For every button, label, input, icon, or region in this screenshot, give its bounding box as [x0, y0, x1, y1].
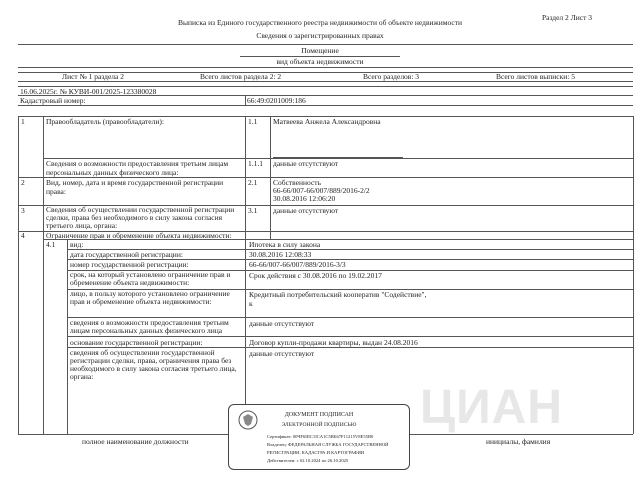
- enc-type-label: вид:: [70, 240, 84, 249]
- cadastral-label: Кадастровый номер:: [20, 96, 86, 105]
- stamp-owner-cont: РЕГИСТРАЦИИ, КАДАСТРА И КАРТОГРАФИИ: [267, 450, 365, 455]
- consent-subnumber: 3.1: [248, 206, 258, 215]
- encumbrance-label: Ограничение прав и обременение объекта недвижимости:: [46, 231, 232, 240]
- encumbrance-number: 4.1: [46, 240, 56, 249]
- enc-number-value: 66-66/007-66/007/889/2016-3/3: [249, 260, 346, 269]
- total-sheets-section: Всего листов раздела 2: 2: [200, 72, 282, 81]
- enc-type-value: Ипотека в силу закона: [249, 240, 321, 249]
- enc-date-value: 30.08.2016 12:08:33: [249, 250, 312, 259]
- personal-data-label: Сведения о возможности предоставления третьим лицам персональных данных физического лица:: [46, 159, 229, 177]
- enc-personal-data-label: сведения о возможности предоставления третьим лицам персональных данных физического лица: [70, 318, 229, 335]
- enc-beneficiary-value-cont: к: [249, 299, 253, 308]
- total-sheets-extract: Всего листов выписки: 5: [496, 72, 575, 81]
- document-reference: 16.06.2025г. № КУВИ-001/2025-123380028: [20, 87, 157, 96]
- position-caption: полное наименование должности: [82, 437, 189, 446]
- stamp-validity: Действителен: с 02.10.2024 по 26.10.2025: [267, 458, 349, 463]
- personal-data-subnumber: 1.1.1: [248, 159, 263, 168]
- object-type-caption: вид объекта недвижимости: [276, 57, 364, 66]
- registration-label: Вид, номер, дата и время государственной регистрации права:: [46, 178, 224, 196]
- enc-term-value: Срок действия с 30.08.2016 по 19.02.2017: [249, 271, 382, 280]
- e-signature-stamp: [228, 404, 410, 470]
- document-subtitle: Сведения о зарегистрированных правах: [256, 31, 384, 40]
- consent-label: Сведения об осуществлении государственной регистрации сделки, права без необходимого в силу закона согласия третьего лица, органа:: [46, 205, 235, 230]
- signer-name-caption: инициалы, фамилия: [486, 437, 551, 446]
- enc-beneficiary-label: лицо, в пользу которого установлено ограничение прав и обременение объекта недвижимости:: [70, 289, 230, 306]
- enc-consent-value: данные отсутствуют: [249, 349, 315, 358]
- stamp-owner: Владелец: ФЕДЕРАЛЬНАЯ СЛУЖБА ГОСУДАРСТВЕННОЙ: [267, 442, 389, 447]
- cadastral-number: 66:49:0201009:186: [247, 96, 306, 105]
- total-sections: Всего разделов: 3: [363, 72, 420, 81]
- enc-date-label: дата государственной регистрации:: [70, 250, 183, 259]
- row-1-number: 1: [21, 117, 25, 126]
- consent-value: данные отсутствуют: [273, 206, 339, 215]
- enc-consent-label: сведения об осуществлении государственной регистрации сделки, права, ограничения права без необходимого в силу закона согласия третьего лица, органа:: [70, 348, 237, 381]
- enc-basis-value: Договор купли-продажи квартиры, выдан 24.08.2016: [249, 338, 418, 347]
- enc-basis-label: основание государственной регистрации:: [70, 338, 203, 347]
- sheet-number: Лист № 1 раздела 2: [62, 72, 124, 81]
- rightholder-name: Матвеева Анжела Александровна: [273, 117, 381, 126]
- stamp-subtitle: ЭЛЕКТРОННОЙ ПОДПИСЬЮ: [281, 422, 357, 428]
- rightholder-subnumber: 1.1: [248, 117, 258, 126]
- stamp-certificate: Сертификат: 00ЧF6IIIC1ICA1C5BБ67F11215V8E55B0: [267, 434, 374, 439]
- row-2-number: 2: [21, 178, 25, 187]
- stamp-title: ДОКУМЕНТ ПОДПИСАН: [284, 412, 354, 418]
- registration-subnumber: 2.1: [248, 178, 258, 187]
- enc-number-label: номер государственной регистрации:: [70, 260, 189, 269]
- enc-term-label: срок, на который установлено ограничение прав и обременение объекта недвижимости:: [70, 270, 231, 287]
- object-type: Помещение: [301, 46, 339, 55]
- personal-data-value: данные отсутствуют: [273, 159, 339, 168]
- enc-personal-data-value: данные отсутствуют: [249, 319, 315, 328]
- document-title: Выписка из Единого государственного реестра недвижимости об объекте недвижимости: [177, 18, 463, 27]
- row-4-number: 4: [21, 231, 25, 240]
- watermark: ЦИАН: [420, 381, 563, 434]
- row-3-number: 3: [21, 206, 25, 215]
- registration-value: Собственность 66-66/007-66/007/889/2016-2/2 30.08.2016 12:06:20: [273, 178, 370, 203]
- rightholder-label: Правообладатель (правообладатели):: [46, 117, 164, 126]
- enc-beneficiary-value: Кредитный потребительский кооператив "Содействие",: [249, 290, 427, 299]
- section-label: Раздел 2 Лист 3: [541, 13, 592, 22]
